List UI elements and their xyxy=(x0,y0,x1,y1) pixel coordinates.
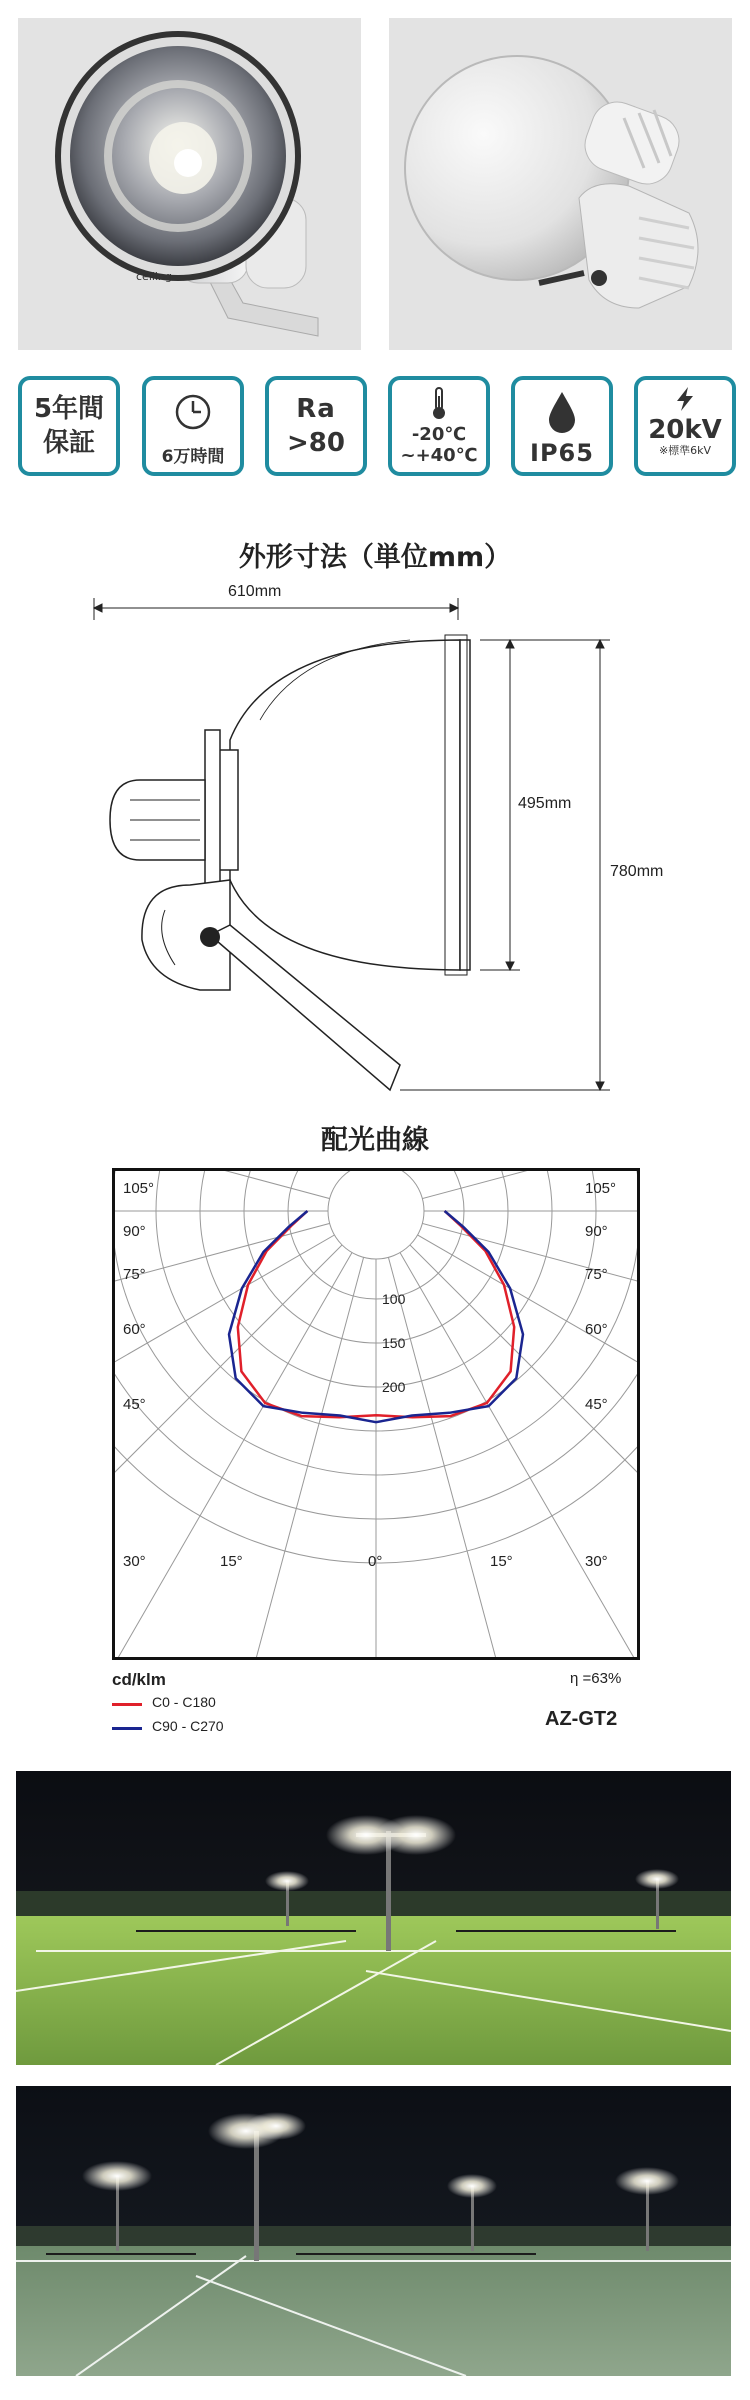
angle-label-left: 75° xyxy=(123,1266,146,1283)
angle-label-left: 105° xyxy=(123,1180,155,1197)
water-drop-icon xyxy=(544,390,580,434)
badge-warranty-line1: 5年間 xyxy=(33,394,105,424)
badge-ra xyxy=(265,376,367,476)
badge-ra-line2: >80 xyxy=(287,428,345,458)
angle-label-right: 90° xyxy=(585,1223,608,1240)
badge-lifetime xyxy=(142,376,244,476)
angle-label-right: 45° xyxy=(585,1396,608,1413)
grid-radial xyxy=(115,1211,376,1657)
badge-surge xyxy=(634,376,736,476)
badge-lifetime-label: 6万時間 xyxy=(161,447,225,467)
angle-label-left: 45° xyxy=(123,1396,146,1413)
angle-label-left: 30° xyxy=(123,1553,146,1570)
dim-width-label: 610mm xyxy=(228,583,282,600)
dim-height-label: 780mm xyxy=(610,863,664,880)
angle-label-center: 0° xyxy=(368,1553,383,1570)
badge-ip-label: IP65 xyxy=(530,439,594,467)
chart-unit-label: cd/klm xyxy=(112,1670,166,1689)
angle-label-left: 15° xyxy=(220,1553,243,1570)
grid-radial xyxy=(376,1211,637,1561)
badge-temperature xyxy=(388,376,490,476)
badge-temp-line1: -20℃ xyxy=(411,424,467,445)
badge-ip xyxy=(511,376,613,476)
radial-label: 100 xyxy=(382,1291,406,1307)
badge-temp-line2: ~+40℃ xyxy=(400,445,478,466)
polar-hub xyxy=(328,1171,424,1259)
badge-warranty xyxy=(18,376,120,476)
badge-warranty-line2: 保証 xyxy=(42,428,95,458)
badge-surge-line2: ※標準6kV xyxy=(658,444,712,457)
product-photo-front xyxy=(18,18,361,350)
angle-label-right: 30° xyxy=(585,1553,608,1570)
tennis-court-photo-1 xyxy=(16,1771,731,2065)
dimensions-title: 外形寸法（単位mm） xyxy=(238,542,512,573)
product-photo-back xyxy=(389,18,732,350)
thermometer-icon xyxy=(429,386,449,420)
radial-label: 200 xyxy=(382,1379,406,1395)
floodlight-front-image xyxy=(18,18,361,350)
legend-label-c0: C0 - C180 xyxy=(152,1694,216,1710)
polar-chart-svg xyxy=(115,1171,637,1657)
polar-chart xyxy=(112,1168,640,1660)
grid-radial xyxy=(115,1211,376,1561)
dimension-drawing xyxy=(80,580,680,1100)
angle-label-right: 105° xyxy=(585,1180,617,1197)
brand-logo-text: ceiling xyxy=(136,270,172,283)
angle-label-right: 75° xyxy=(585,1266,608,1283)
badge-ra-line1: Ra xyxy=(296,394,336,424)
grid-radial xyxy=(376,1211,557,1657)
badge-surge-line1: 20kV xyxy=(648,415,722,445)
legend-label-c90: C90 - C270 xyxy=(152,1718,224,1734)
clock-icon xyxy=(173,392,213,432)
tennis-court-night-image-2 xyxy=(16,2086,731,2376)
model-label: AZ-GT2 xyxy=(545,1708,618,1730)
grid-radial xyxy=(195,1211,376,1657)
radial-label: 150 xyxy=(382,1335,406,1351)
angle-label-right: 15° xyxy=(490,1553,513,1570)
floodlight-back-image xyxy=(389,18,732,350)
legend-swatch-c0 xyxy=(112,1703,142,1706)
lightning-icon xyxy=(674,386,696,412)
angle-label-right: 60° xyxy=(585,1321,608,1338)
light-distribution-title: 配光曲線 xyxy=(321,1125,429,1156)
legend-swatch-c90 xyxy=(112,1727,142,1730)
tennis-court-photo-2 xyxy=(16,2086,731,2376)
efficiency-label: η =63% xyxy=(570,1670,622,1687)
angle-label-left: 90° xyxy=(123,1223,146,1240)
angle-label-left: 60° xyxy=(123,1321,146,1338)
dim-reflector-label: 495mm xyxy=(518,795,572,812)
tennis-court-night-image-1 xyxy=(16,1771,731,2065)
